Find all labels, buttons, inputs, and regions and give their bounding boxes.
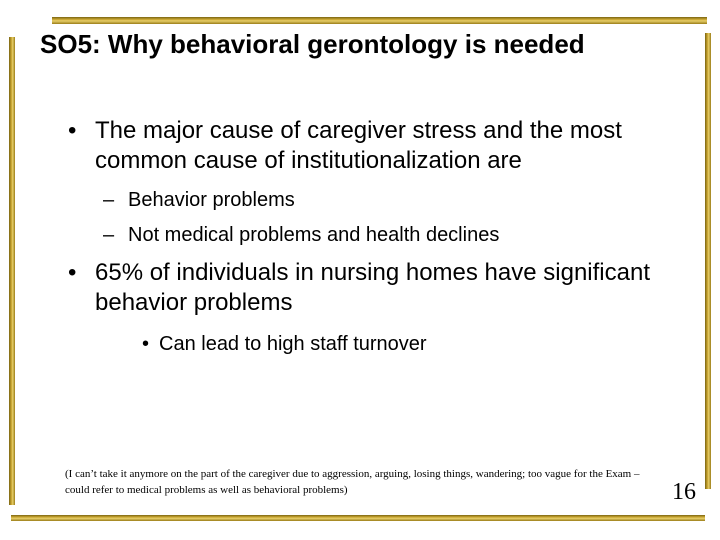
sub-bullet-item [142, 331, 427, 357]
bullet-mark: • [68, 259, 77, 286]
sub-bullet-text: Not medical problems and health declines [128, 224, 500, 246]
dash-mark: – [103, 189, 115, 211]
sub-bullet-item [103, 222, 499, 248]
sub-bullet-text: Behavior problems [128, 189, 295, 211]
bullet-text: 65% of individuals in nursing homes have significant behavior problems [95, 259, 650, 316]
bullet-item [68, 258, 685, 318]
bullet-mark: • [142, 333, 150, 355]
frame-right-bar [705, 33, 711, 489]
frame-left-bar [9, 37, 15, 505]
bullet-text: The major cause of caregiver stress and the most common cause of institutionalization are [95, 117, 622, 174]
frame-top-bar [52, 17, 707, 24]
page-number: 16 [672, 479, 696, 505]
dash-mark: – [103, 224, 115, 246]
sub-bullet-text: Can lead to high staff turnover [159, 333, 427, 355]
slide-title: SO5: Why behavioral gerontology is needed [40, 29, 585, 59]
bullet-mark: • [68, 117, 77, 144]
speaker-note-text: (I can’t take it anymore on the part of the caregiver due to aggression, arguing, losing things, wandering; too vague for the Exam – could refer to medical problems as well as behavioral problems) [65, 468, 640, 496]
sub-bullet-item [103, 187, 295, 213]
bullet-item [68, 116, 685, 176]
frame-bottom-bar [11, 515, 705, 521]
